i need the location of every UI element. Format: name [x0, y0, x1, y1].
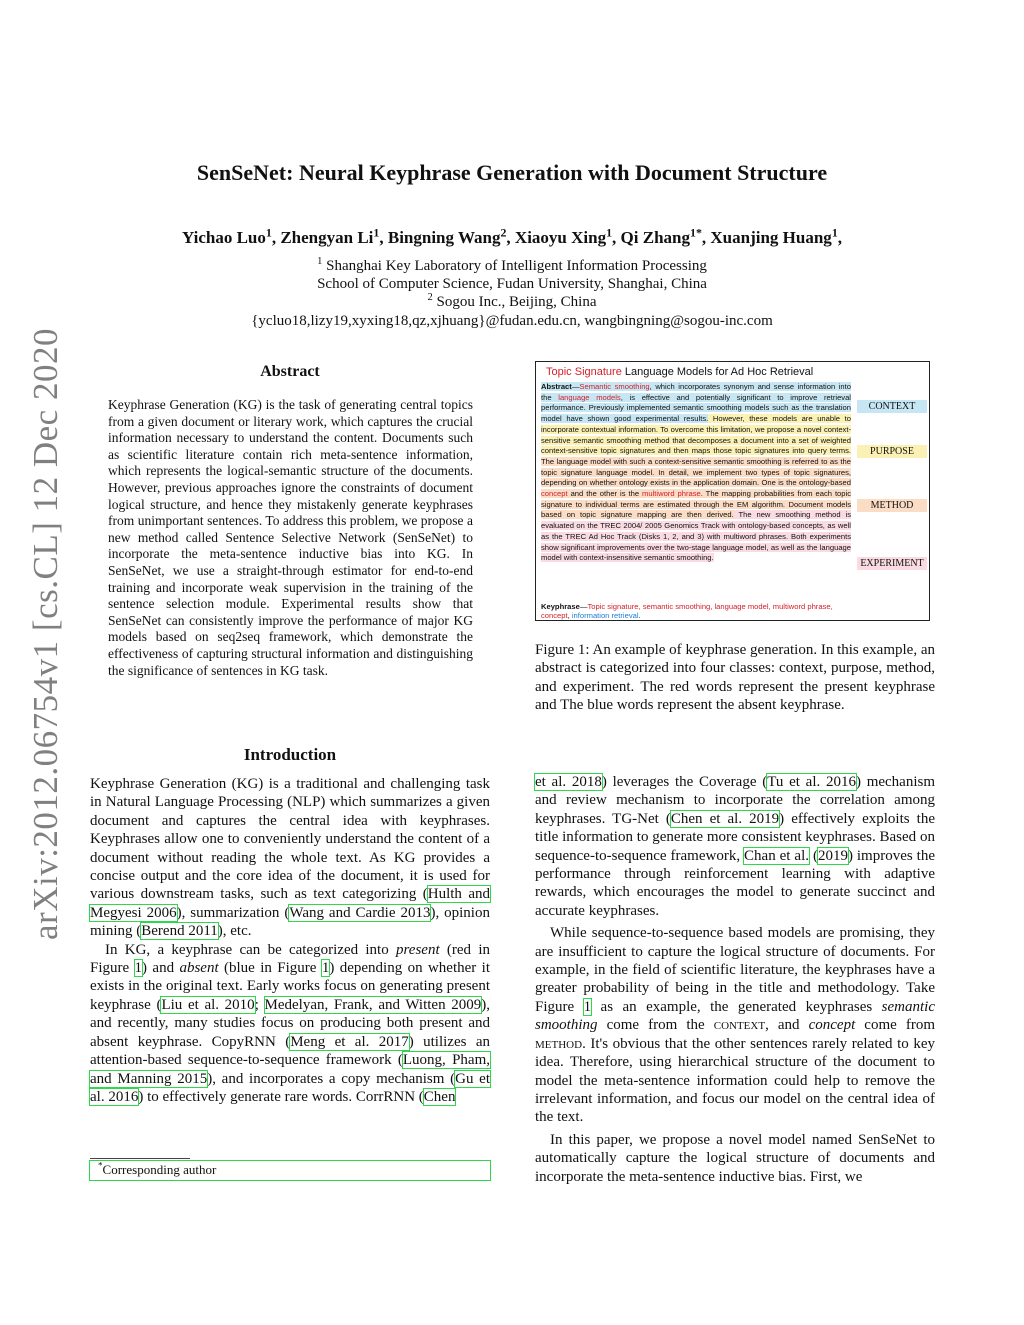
figure-reference-link[interactable]: 1 — [583, 998, 592, 1015]
citation-link[interactable]: Hulth and Megyesi 2006 — [90, 886, 490, 921]
footnote-link[interactable]: *Corresponding author — [90, 1161, 490, 1180]
arxiv-identifier: arXiv:2012.06754v1 [cs.CL] 12 Dec 2020 — [26, 328, 65, 940]
footnote-text: Corresponding author — [102, 1162, 217, 1177]
figure-reference-link[interactable]: 1 — [134, 960, 143, 977]
present-keyphrase: language models — [558, 392, 621, 402]
present-keyphrase: Semantic smoothing — [579, 382, 650, 391]
right-paragraph-1: et al. 2018) leverages the Coverage (Tu et al. 2016) mechanism and review mechanism to incorporate the correlation among keyphrases. TG-Net (Chen et al. 2019) effectively exploits the title information to generate more consistent keyphrases. Based on sequence-to-sequence framework, Chan et al. (2019) improves the performance through reinforcement learning with adaptive rewards, which encourages the model to generate succinct and accurate keyphrases. — [535, 774, 936, 919]
citation-link[interactable]: 2019 — [817, 847, 848, 864]
figure-abstract-text: Abstract—Semantic smoothing, which incorporates synonym and sense information into the language models, is effective and potentially significant to improve retrieval performance. Previously implemented semantic smoothing models such as the translation model have shown good experimental results. However, these models are unable to incorporate contextual information. To overcome this limitation, we propose a novel context-sensitive semantic smoothing method that decomposes a document into a set of weighted context-sensitive topic signatures and then maps those topic signatures into query terms. The language model with such a context-sensitive semantic smoothing is referred to as the topic signature language model. In detail, we implement two types of topic signatures, depending on whether ontology exists in the application domain. One is the ontology-based concept and the other is the multiword phrase. The mapping probabilities from each topic signature to individual terms are estimated through the EM algorithm. Document models based on topic signature mapping are then derived. The new smoothing method is evaluated on the TREC 2004/ 2005 Genomics Track with ontology-based concepts, as well as the TREC Ad Hoc Track (Disks 1, 2, and 3) with multiword phrases. Both experiments show significant improvements over the two-stage language model, as well as the language model with context-insensitive semantic smoothing. — [541, 382, 851, 563]
label-experiment: EXPERIMENT — [857, 557, 927, 570]
introduction-body — [90, 775, 490, 1106]
citation-link[interactable]: Tu et al. 2016 — [767, 774, 856, 790]
citation-link[interactable]: Chen — [423, 1088, 456, 1105]
author-name: Yichao Luo — [181, 228, 266, 247]
author-name: Qi Zhang — [620, 228, 690, 247]
abstract-body — [108, 397, 473, 679]
intro-paragraph-2: In KG, a keyphrase can be categorized into present (red in Figure 1) and absent (blue in Figure 1) depending on whether it exists in the original text. Early works focus on generating present keyphrase (Liu et al. 2010; Medelyan, Frank, and Witten 2009), and recently, many studies focus on producing both present and absent keyphrase. CopyRNN (Meng et al. 2017) utilizes an attention-based sequence-to-sequence framework (Luong, Pham, and Manning 2015), and incorporates a copy mechanism (Gu et al. 2016) to effectively generate rare words. CorrRNN (Chen — [90, 941, 491, 1105]
present-keyphrase: multiword phrase — [642, 489, 701, 499]
figure-keyphrases: Keyphrase—Topic signature, semantic smoothing, language model, multiword phrase, concept, information retrieval. — [541, 602, 833, 620]
label-method: METHOD — [857, 499, 927, 512]
introduction-heading: Introduction — [243, 745, 337, 764]
citation-link[interactable]: et al. 2018 — [535, 774, 602, 790]
intro-paragraph-1: Keyphrase Generation (KG) is a traditional and challenging task in Natural Language Processing (NLP) which summarizes a given document and captures the central idea with keyphrases. Keyphrases allow one to conveniently understand the content of a document without reading the whole text. As KG provides a concise output and the core idea of the document, it is used for various downstream tasks, such as text categorizing (Hulth and Megyesi 2006), summarization (Wang and Cardie 2013), opinion mining (Berend 2011), etc. — [90, 776, 490, 940]
abstract-text: Keyphrase Generation (KG) is the task of generating central topics from a given document or literary work, which captures the crucial information necessary to understand the content. Documents such as scientific literature contain rich meta-sentence information, which represents the logical-semantic structure of the documents. However, previous approaches ignore the constraints of document logical structure, and hence they mistakenly generate keyphrases from unimportant sentences. To address this problem, we propose a new method called Sentence Selective Network (SenSeNet) to incorporate the meta-sentence inductive bias into KG. In SenSeNet, we use a straight-through estimator for end-to-end training and incorporate weak supervision in the training of the sentence selection module. Experimental results show that SenSeNet can consistently improve the performance of major KG models based on seq2seq framework, which demonstrate the effectiveness of capturing structural information and distinguishing the significance of sentences in KG task. — [108, 397, 473, 678]
right-column-body — [535, 773, 935, 1186]
absent-keyphrase: information retrieval — [571, 611, 639, 620]
figure-reference-link[interactable]: 1 — [321, 960, 330, 977]
citation-link[interactable]: Wang and Cardie 2013 — [289, 904, 431, 921]
figure-1 — [535, 361, 930, 621]
citation-link[interactable]: Gu et al. 2016 — [90, 1070, 490, 1105]
author-name: Bingning Wang — [387, 228, 501, 247]
author-emails: {ycluo18,lizy19,xyxing18,qz,xjhuang}@fudan.edu.cn, wangbingning@sogou-inc.com — [251, 313, 773, 329]
author-name: Xiaoyu Xing — [514, 228, 607, 247]
label-context: CONTEXT — [857, 400, 927, 413]
present-keyphrase: concept — [541, 489, 568, 499]
paper-title: SenSeNet: Neural Keyphrase Generation with Document Structure — [196, 160, 828, 185]
citation-link[interactable]: Luong, Pham, and Manning 2015 — [90, 1052, 490, 1087]
citation-link[interactable]: Chen et al. 2019 — [670, 810, 780, 827]
author-name: Xuanjing Huang — [710, 228, 832, 247]
affiliation-1-school: School of Computer Science, Fudan University, Shanghai, China — [317, 276, 707, 292]
footnote-rule — [90, 1158, 190, 1159]
author-name: Zhengyan Li — [280, 228, 374, 247]
figure-1-caption: Figure 1: An example of keyphrase generation. In this example, an abstract is categorized into four classes: context, purpose, method, and experiment. The red words represent the present keyphrase and The blue words represent the absent keyphrase. — [535, 642, 935, 714]
citation-link[interactable]: Medelyan, Frank, and Witten 2009 — [264, 996, 482, 1013]
citation-link[interactable]: Berend 2011 — [141, 923, 218, 940]
figure-paper-title: Topic Signature Language Models for Ad Hoc Retrieval — [546, 366, 814, 378]
abstract-heading: Abstract — [260, 363, 320, 380]
label-purpose: PURPOSE — [857, 445, 927, 458]
citation-link[interactable]: Meng et al. 2017 — [290, 1033, 409, 1050]
citation-link[interactable]: Chan et al. — [744, 847, 809, 864]
affiliation-1: $^1$ Shanghai Key Laboratory of Intelligent Information Processing — [317, 256, 707, 274]
author-list: Yichao Luo$^1$, Zhengyan Li$^1$, Bingning Wang$^2$, Xiaoyu Xing$^1$, Qi Zhang$^{1*}$, Xuanjing Huang$^1$, — [181, 225, 843, 247]
citation-link[interactable]: Liu et al. 2010 — [161, 996, 255, 1013]
right-paragraph-2: While sequence-to-sequence based models are promising, they are insufficient to capture the logical structure of documents. For example, in the field of scientific literature, the keyphrases have a greater probability of being in the title and methodology. Take Figure 1 as an example, the generated keyphrases semantic smoothing come from the context, and concept come from method. It's obvious that the other sentences rarely related to key idea. Therefore, using hierarchical structure of the document to model the meta-sentence information could help to remove the irrelevant information, and focus our model on the central idea of the text. — [535, 925, 935, 1126]
right-paragraph-3: In this paper, we propose a novel model named SenSeNet to automatically capture the logical structure of documents and incorporate the meta-sentence inductive bias. First, we — [535, 1131, 935, 1185]
affiliation-2: $^2$ Sogou Inc., Beijing, China — [427, 292, 597, 310]
